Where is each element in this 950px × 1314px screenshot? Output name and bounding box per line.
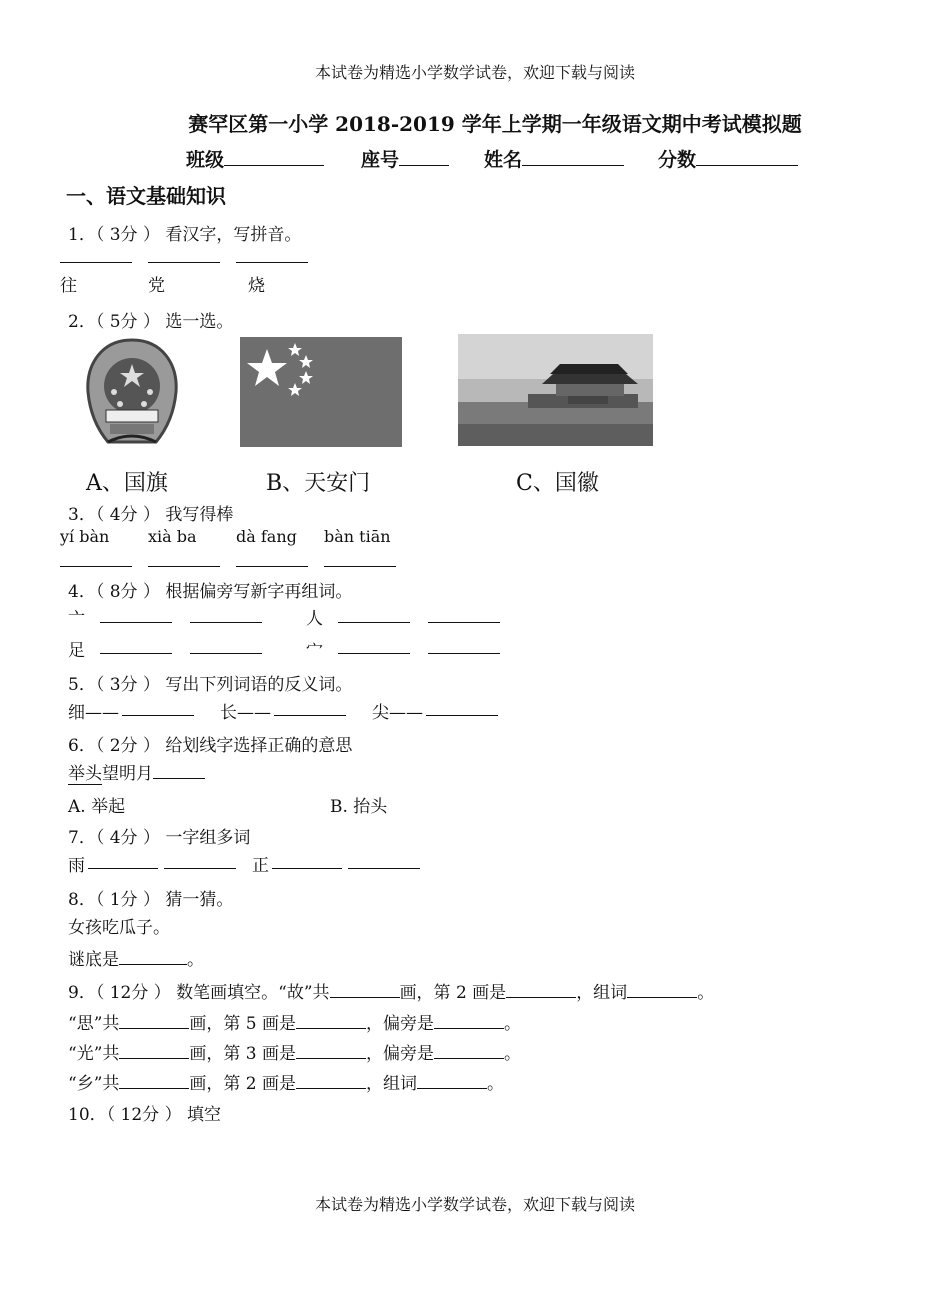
answer-line[interactable] [338,622,410,623]
q6-sentence [68,759,205,784]
q1-char: 烧 [248,276,265,296]
q2-option-a[interactable]: A、国旗 [86,471,168,496]
q9-text: 。 [504,1014,522,1034]
q9-text: ，偏旁是 [366,1014,435,1034]
q9-line [68,1039,521,1064]
q1-char: 党 [148,276,165,296]
question-9 [68,978,714,1003]
class-field[interactable] [186,145,324,172]
name-field[interactable] [484,145,624,172]
answer-line[interactable] [164,868,236,869]
q5-word: 细—— [68,703,119,723]
national-emblem-image [78,334,186,452]
class-label: 班级 [186,149,225,171]
name-label: 姓名 [484,149,523,171]
q9-text: 画，第 2 画是 [399,983,507,1003]
q9-text: ，组词 [576,983,628,1003]
answer-line[interactable] [236,566,308,567]
question-1: 1．（ 3分 ） 看汉字，写拼音。 [68,225,302,245]
seat-label: 座号 [361,149,400,171]
q2-option-c[interactable]: C、国徽 [516,471,599,496]
q8-answer-prefix: 谜底是 [68,950,119,970]
answer-line[interactable] [428,653,500,654]
q9-head: 9．（ 12分 ） 数笔画填空。 [68,983,279,1003]
answer-line[interactable] [274,715,346,716]
q9-line [68,1009,521,1034]
answer-line[interactable] [122,715,194,716]
q9-text: “乡”共 [68,1074,120,1094]
section-heading: 一、语文基础知识 [66,184,226,208]
answer-line[interactable] [190,653,262,654]
q9-text: 画，第 3 画是 [189,1044,297,1064]
q4-radical: 宀 [306,641,323,661]
national-flag-image [240,337,402,447]
q9-line [68,1069,504,1094]
q9-text: 。 [697,983,715,1003]
q6-rest: 望明月 [102,764,153,784]
q9-text: 。 [504,1044,522,1064]
question-4: 4．（ 8分 ） 根据偏旁写新字再组词。 [68,582,353,602]
q6-option-a[interactable]: A. 举起 [68,797,126,817]
answer-line[interactable] [190,622,262,623]
answer-line[interactable] [148,566,220,567]
question-6: 6．（ 2分 ） 给划线字选择正确的意思 [68,736,353,756]
q6-option-b[interactable]: B. 抬头 [330,797,388,817]
q9-text: ，偏旁是 [366,1044,435,1064]
answer-line[interactable] [148,262,220,263]
answer-line[interactable] [426,715,498,716]
q9-text: 画，第 5 画是 [189,1014,297,1034]
page-header: 本试卷为精选小学数学试卷，欢迎下载与阅读 [314,63,635,82]
answer-line[interactable] [324,566,396,567]
score-field[interactable] [658,145,798,172]
answer-line[interactable] [428,622,500,623]
q4-radical: 人 [306,609,323,629]
q7-char: 雨 [68,856,85,876]
question-10: 10．（ 12分 ） 填空 [68,1105,221,1125]
question-2: 2．（ 5分 ） 选一选。 [68,312,234,332]
q9-text: ，组词 [366,1074,418,1094]
q9-text: “光”共 [68,1044,120,1064]
page-title: 赛罕区第一小学 2018-2019 学年上学期一年级语文期中考试模拟题 [188,112,802,136]
pinyin: xià ba [148,527,197,546]
answer-line[interactable] [60,262,132,263]
question-3: 3．（ 4分 ） 我写得棒 [68,505,234,525]
pinyin: bàn tiān [324,527,391,546]
question-7: 7．（ 4分 ） 一字组多词 [68,828,251,848]
page-footer: 本试卷为精选小学数学试卷，欢迎下载与阅读 [314,1195,635,1214]
q8-answer-suffix: 。 [187,950,204,970]
question-8: 8．（ 1分 ） 猜一猜。 [68,890,234,910]
q2-option-b[interactable]: B、天安门 [266,471,371,496]
q9-text: 。 [487,1074,505,1094]
q5-word: 长—— [220,703,271,723]
q9-text: “故”共 [278,983,330,1003]
answer-line[interactable] [100,653,172,654]
q7-char: 正 [252,856,269,876]
pinyin: yí bàn [60,527,110,546]
q9-text: “思”共 [68,1014,120,1034]
answer-line[interactable] [88,868,158,869]
answer-line[interactable] [272,868,342,869]
q4-radical: 亠 [68,609,85,629]
q6-underlined: 举头 [68,764,102,784]
tiananmen-image [458,334,653,446]
q8-riddle: 女孩吃瓜子。 [68,918,170,938]
answer-line[interactable] [60,566,132,567]
q9-text: 画，第 2 画是 [189,1074,297,1094]
score-label: 分数 [658,149,697,171]
answer-line[interactable] [100,622,172,623]
pinyin: dà fang [236,527,297,546]
q5-word: 尖—— [372,703,423,723]
answer-line[interactable] [236,262,308,263]
seat-field[interactable] [361,145,449,172]
answer-line[interactable] [348,868,420,869]
answer-line[interactable] [338,653,410,654]
q1-char: 往 [60,276,77,296]
q4-radical: 足 [68,641,85,661]
q8-answer [68,945,204,970]
question-5: 5．（ 3分 ） 写出下列词语的反义词。 [68,675,353,695]
